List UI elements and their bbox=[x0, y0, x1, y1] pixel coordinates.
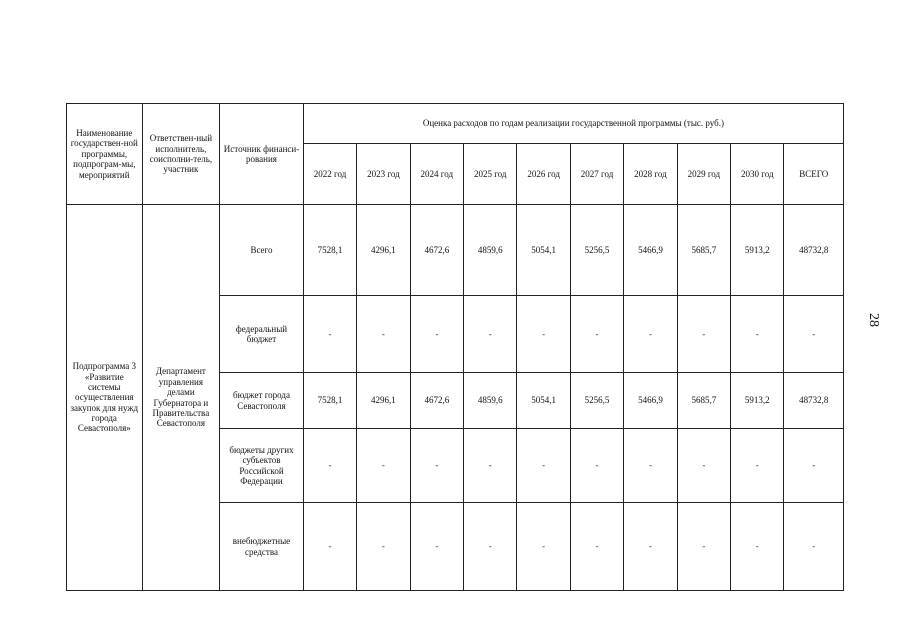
value-cell: - bbox=[464, 503, 517, 591]
header-row bbox=[67, 104, 844, 144]
budget-table bbox=[66, 103, 844, 591]
year-header: 2028 год bbox=[624, 144, 677, 205]
value-cell: 7528,1 bbox=[303, 205, 356, 296]
year-header: 2026 год bbox=[517, 144, 570, 205]
value-cell: 5913,2 bbox=[731, 373, 784, 429]
value-cell: - bbox=[357, 296, 410, 373]
value-cell: - bbox=[303, 429, 356, 503]
value-cell: - bbox=[677, 296, 730, 373]
value-cell: - bbox=[517, 429, 570, 503]
value-cell: 5054,1 bbox=[517, 373, 570, 429]
value-cell: - bbox=[677, 429, 730, 503]
value-cell: - bbox=[464, 296, 517, 373]
value-cell: 5256,5 bbox=[570, 205, 623, 296]
value-cell: 5256,5 bbox=[570, 373, 623, 429]
year-header: 2023 год bbox=[357, 144, 410, 205]
value-cell: - bbox=[731, 296, 784, 373]
year-header: 2024 год bbox=[410, 144, 463, 205]
value-cell: - bbox=[784, 503, 844, 591]
year-header: 2027 год bbox=[570, 144, 623, 205]
value-cell: 4296,1 bbox=[357, 205, 410, 296]
value-cell: 4859,6 bbox=[464, 373, 517, 429]
value-cell: - bbox=[784, 429, 844, 503]
value-cell: - bbox=[410, 296, 463, 373]
value-cell: 4672,6 bbox=[410, 373, 463, 429]
funding-source: федеральный бюджет bbox=[220, 296, 304, 373]
value-cell: 5466,9 bbox=[624, 205, 677, 296]
value-cell: - bbox=[357, 503, 410, 591]
value-cell: 5913,2 bbox=[731, 205, 784, 296]
header-source: Источник финанси-рования bbox=[220, 104, 304, 205]
value-cell: - bbox=[624, 296, 677, 373]
value-cell: - bbox=[517, 296, 570, 373]
value-cell: - bbox=[410, 503, 463, 591]
page-number: 28 bbox=[866, 313, 881, 327]
program-executor: Департамент управления делами Губернатора и Правительства Севастополя bbox=[142, 205, 220, 591]
value-cell: - bbox=[570, 503, 623, 591]
header-estimate: Оценка расходов по годам реализации государственной программы (тыс. руб.) bbox=[303, 104, 843, 144]
value-cell: - bbox=[357, 429, 410, 503]
value-cell: - bbox=[731, 429, 784, 503]
program-name: Подпрограмма 3 «Развитие системы осуществления закупок для нужд города Севастополя» bbox=[67, 205, 143, 591]
value-cell: - bbox=[677, 503, 730, 591]
value-cell: 4859,6 bbox=[464, 205, 517, 296]
value-cell: 4296,1 bbox=[357, 373, 410, 429]
value-cell: 5685,7 bbox=[677, 205, 730, 296]
table-row bbox=[67, 205, 844, 296]
total-header: ВСЕГО bbox=[784, 144, 844, 205]
value-cell: 5054,1 bbox=[517, 205, 570, 296]
header-name: Наименование государствен-ной программы, подпрограм-мы, мероприятий bbox=[67, 104, 143, 205]
value-cell: 7528,1 bbox=[303, 373, 356, 429]
year-header: 2029 год bbox=[677, 144, 730, 205]
value-cell: 48732,8 bbox=[784, 205, 844, 296]
funding-source: внебюджетные средства bbox=[220, 503, 304, 591]
header-executor: Ответствен-ный исполнитель, соисполни-тель, участник bbox=[142, 104, 220, 205]
value-cell: 5685,7 bbox=[677, 373, 730, 429]
value-cell: - bbox=[731, 503, 784, 591]
value-cell: - bbox=[624, 429, 677, 503]
value-cell: 48732,8 bbox=[784, 373, 844, 429]
value-cell: - bbox=[517, 503, 570, 591]
value-cell: - bbox=[410, 429, 463, 503]
value-cell: - bbox=[303, 296, 356, 373]
value-cell: 4672,6 bbox=[410, 205, 463, 296]
value-cell: - bbox=[303, 503, 356, 591]
value-cell: - bbox=[784, 296, 844, 373]
year-header: 2022 год bbox=[303, 144, 356, 205]
value-cell: - bbox=[464, 429, 517, 503]
value-cell: - bbox=[624, 503, 677, 591]
year-header: 2025 год bbox=[464, 144, 517, 205]
year-header: 2030 год bbox=[731, 144, 784, 205]
value-cell: - bbox=[570, 296, 623, 373]
funding-source: Всего bbox=[220, 205, 304, 296]
funding-source: бюджет города Севастополя bbox=[220, 373, 304, 429]
value-cell: - bbox=[570, 429, 623, 503]
value-cell: 5466,9 bbox=[624, 373, 677, 429]
funding-source: бюджеты других субъектов Российской Федерации bbox=[220, 429, 304, 503]
